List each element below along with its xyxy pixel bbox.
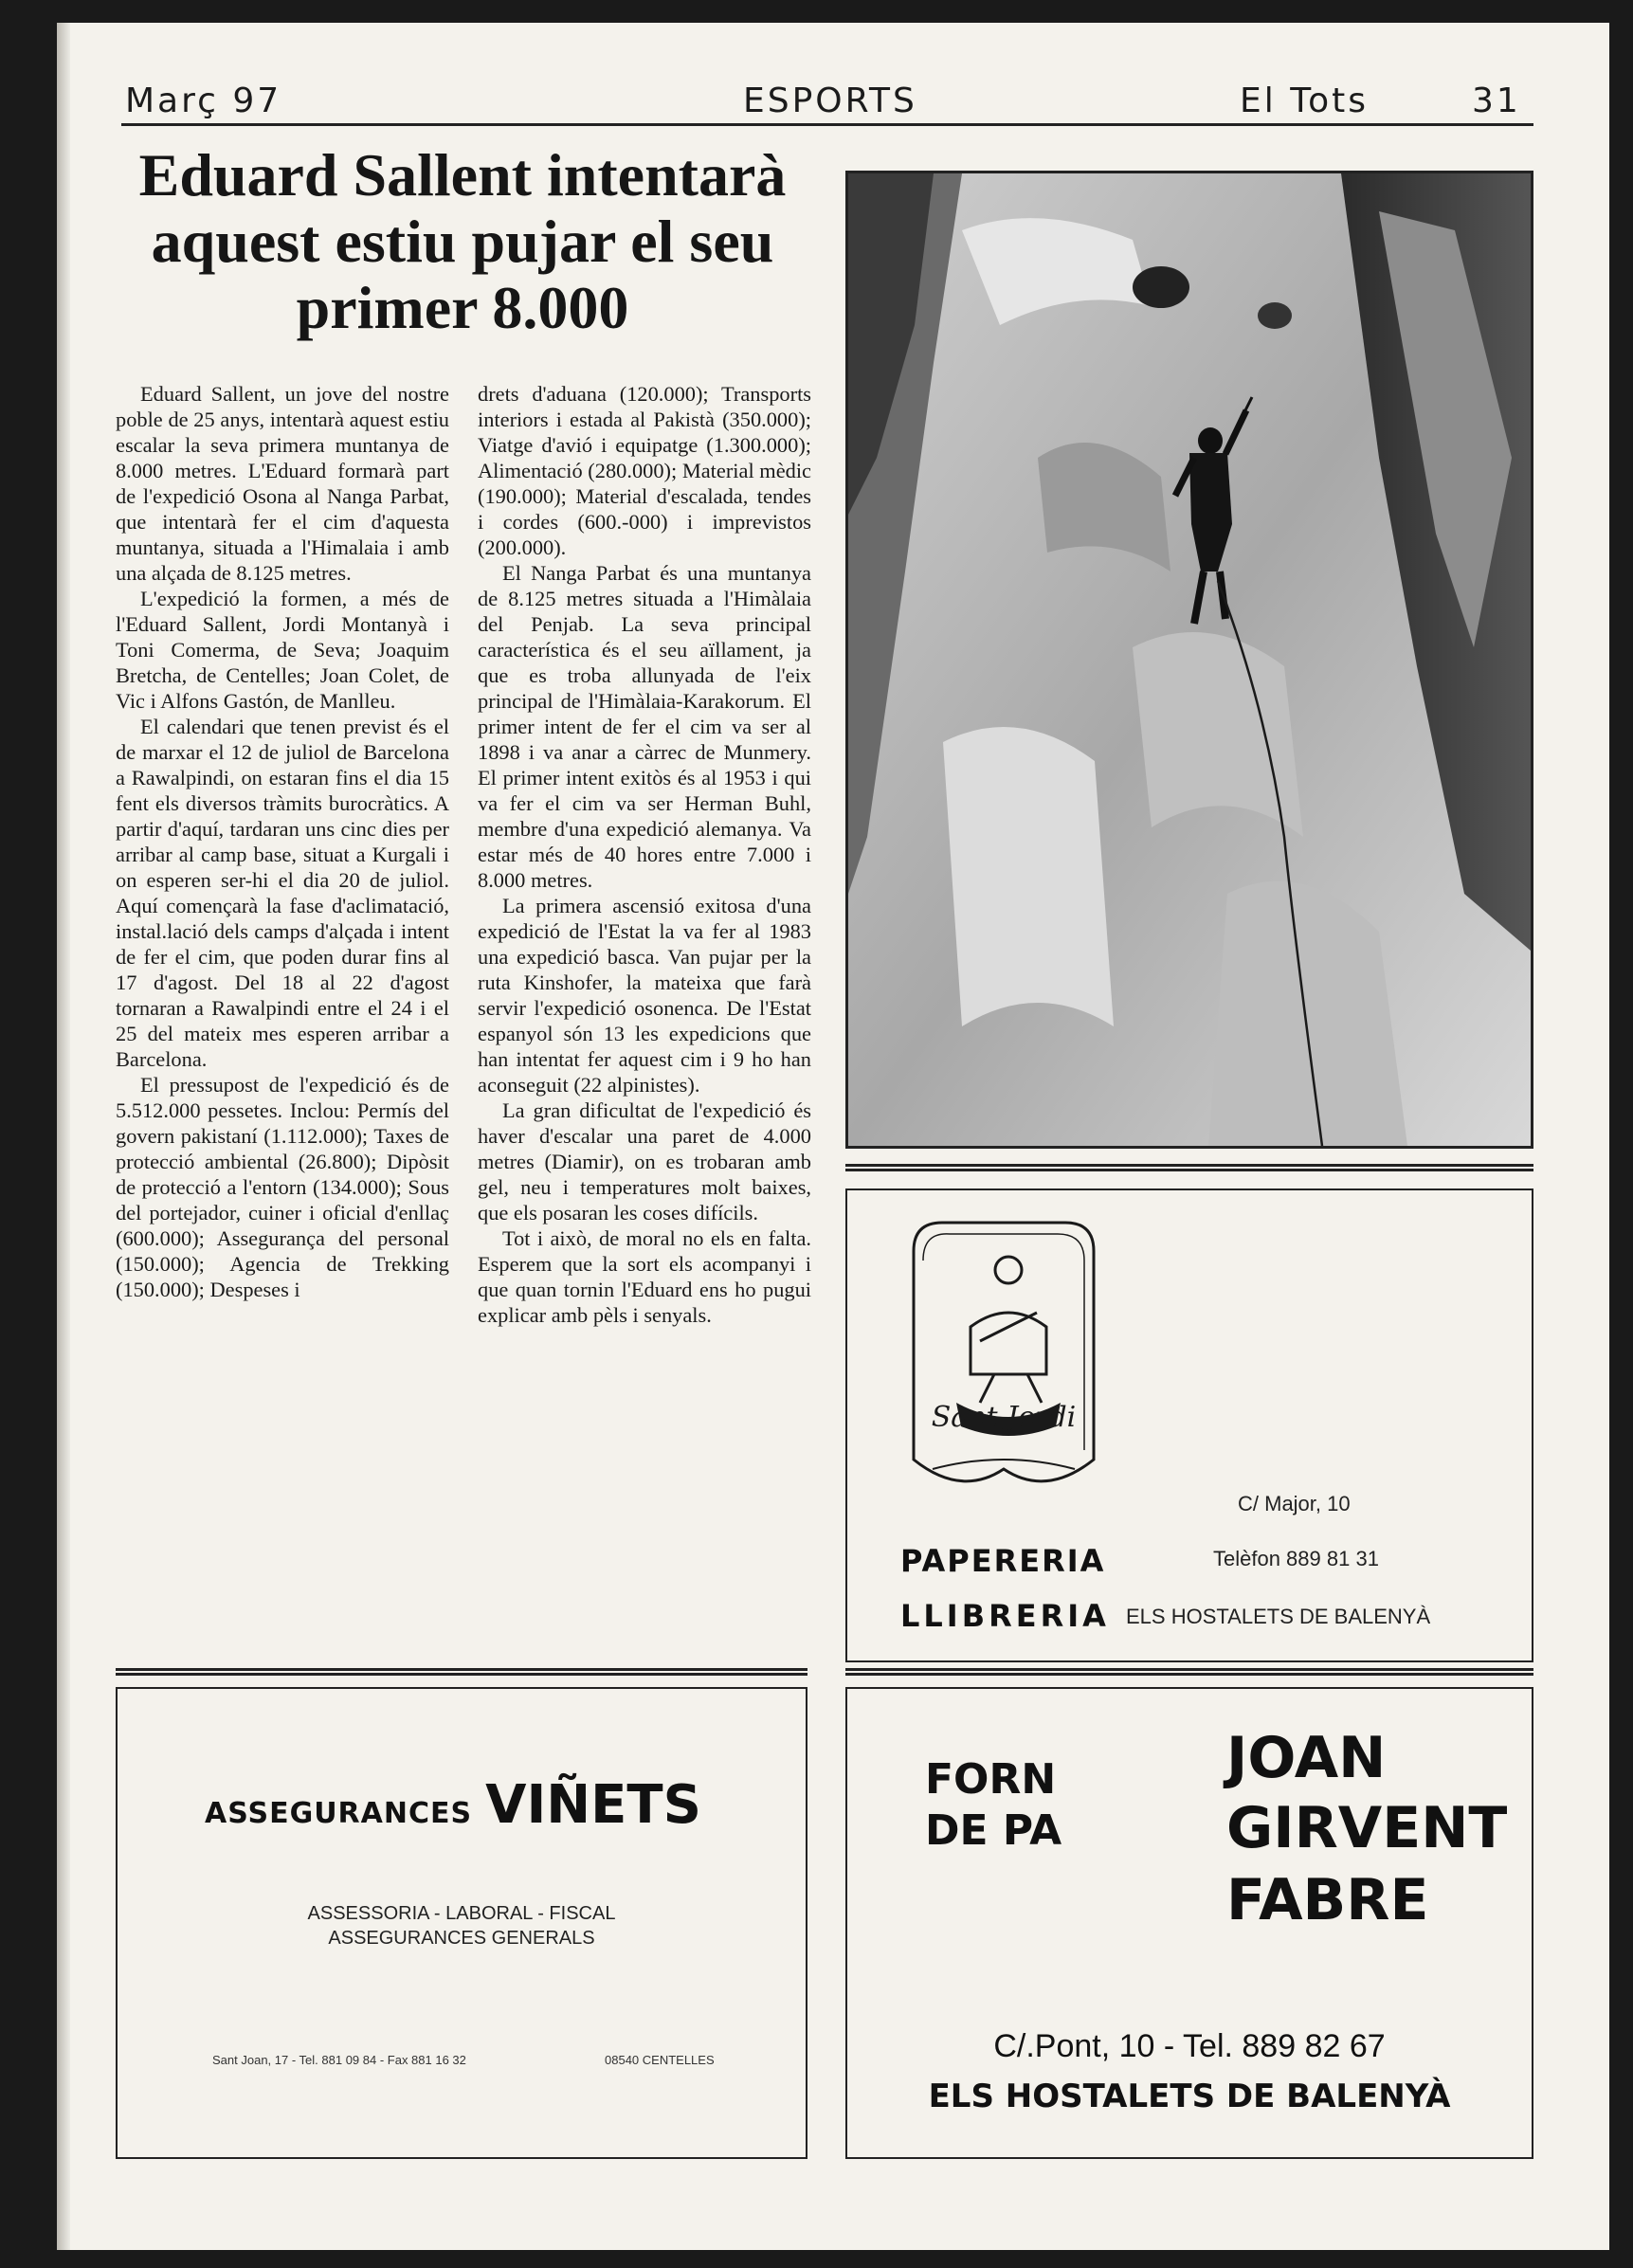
- sant-jordi-logo-text: Sant Jordi: [931, 1401, 1077, 1434]
- shop-type-papereria: PAPERERIA: [900, 1543, 1106, 1579]
- paragraph: L'expedició la formen, a més de l'Eduard Sallent, Jordi Montanyà i Toni Comerma, de Seva; Joaquim Bretcha, de Centelles; Joan Colet, de Vic i Alfons Gastón, de Manlleu.: [116, 587, 449, 713]
- postcode: 08540 CENTELLES: [605, 2053, 715, 2067]
- paragraph: El Nanga Parbat és una muntanya de 8.125 metres situada a l'Himàlaia del Penjab. La seva principal característica és el seu aïllament, ja que es troba allunyada de l'eix principal de l'Himàlaia-Karakorum. El primer intent de fer el cim va ser al 1898 i va anar a càrrec de Munmery. El primer intent exitòs és al 1953 i qui va fer el cim va ser Herman Buhl, membre d'una expedició alemanya. Va estar més de 40 hores entre 7.000 i 8.000 metres.: [478, 561, 811, 892]
- header-page-number: 31: [1472, 82, 1521, 120]
- shop-phone: Telèfon 889 81 31: [1213, 1547, 1379, 1570]
- vinets-insurance-ad: [116, 1687, 807, 2159]
- article-column-2: [478, 381, 811, 1328]
- article-headline: Eduard Sallent intentarà aquest estiu pujar el seu primer 8.000: [138, 141, 787, 341]
- article-column-1: [116, 381, 449, 1302]
- sant-jordi-ad: [845, 1188, 1533, 1662]
- bakery-label-2: DE PA: [925, 1806, 1062, 1855]
- services-line-1: ASSESSORIA - LABORAL - FISCAL: [307, 1903, 616, 1924]
- header-section: ESPORTS: [743, 82, 917, 120]
- ice-climbing-photo: [845, 171, 1533, 1149]
- page-spine-shadow: [57, 23, 70, 2250]
- bakery-town: ELS HOSTALETS DE BALENYÀ: [928, 2077, 1451, 2115]
- bakery-address: C/.Pont, 10 - Tel. 889 82 67: [993, 2028, 1386, 2064]
- divider-rule: [845, 1668, 1533, 1676]
- owner-name-3: FABRE: [1226, 1867, 1429, 1933]
- vinets-brand: [205, 1774, 701, 1836]
- shop-address: C/ Major, 10: [1238, 1492, 1351, 1515]
- contact-details: Sant Joan, 17 - Tel. 881 09 84 - Fax 881 16 32: [212, 2053, 466, 2067]
- brand-prefix: ASSEGURANCES: [205, 1797, 473, 1830]
- bakery-ad: [845, 1687, 1533, 2159]
- paragraph: Eduard Sallent, un jove del nostre poble de 25 anys, intentarà aquest estiu escalar la seva primera muntanya de 8.000 metres. L'Eduard formarà part de l'expedició Osona al Nanga Parbat, que intentarà fer el cim d'aquesta muntanya, situada a l'Himalaia i amb una alçada de 8.125 metres.: [116, 382, 449, 585]
- brand-name: VIÑETS: [485, 1774, 701, 1836]
- header-date: Març 97: [125, 82, 282, 120]
- divider-rule: [116, 1668, 807, 1676]
- bakery-label-1: FORN: [925, 1755, 1057, 1804]
- shop-type-llibreria: LLIBRERIA: [900, 1598, 1110, 1634]
- paragraph: El calendari que tenen previst és el de marxar el 12 de juliol de Barcelona a Rawalpindi, on estaran fins el dia 15 fent els diversos tràmits burocràtics. A partir d'aquí, tardaran uns cinc dies per arribar al camp base, situat a Kurgali i on esperen ser-hi el dia 20 de juliol. Aquí començarà la fase d'aclimatació, instal.lació dels camps d'alçada i intent de fer el cim, que poden durar fins al 17 d'agost. Del 18 al 22 d'agost tornaran a Rawalpindi entre el 24 i el 25 del mateix mes esperen arribar a Barcelona.: [116, 715, 449, 1071]
- paragraph: drets d'aduana (120.000); Transports interiors i estada al Pakistà (350.000); Viatge d'avió i equipatge (1.300.000); Alimentació (280.000); Material mèdic (190.000); Material d'escalada, tendes i cordes (600.-000) i imprevistos (200.000).: [478, 382, 811, 559]
- divider-rule: [845, 1164, 1533, 1171]
- header-publication: El Tots: [1240, 82, 1369, 120]
- paragraph: La primera ascensió exitosa d'una expedició de l'Estat la va fer al 1983 una expedició basca. Van pujar per la ruta Kinshofer, la mateixa que farà servir l'expedició osonenca. De l'Estat espanyol són 13 les expedicions que han intentat fer aquest cim i 9 ho han aconseguit (22 alpinistes).: [478, 894, 811, 1097]
- owner-name-2: GIRVENT: [1226, 1795, 1508, 1861]
- paragraph: Tot i això, de moral no els en falta. Esperem que la sort els acompanyi i que quan tornin l'Eduard ens ho pugui explicar amb pèls i senyals.: [478, 1226, 811, 1327]
- header-rule: [121, 123, 1533, 126]
- shop-town: ELS HOSTALETS DE BALENYÀ: [1126, 1605, 1431, 1628]
- services-line-2: ASSEGURANCES GENERALS: [328, 1928, 595, 1949]
- sant-jordi-logo: [904, 1213, 1103, 1507]
- paragraph: El pressupost de l'expedició és de 5.512.000 pessetes. Inclou: Permís del govern pakistaní (1.112.000); Taxes de protecció ambiental (26.800); Dipòsit de protecció a l'entorn (134.000); Sous del portejador, cuiner i oficial d'enllaç (600.000); Assegurança del personal (150.000); Agencia de Trekking (150.000); Despeses i: [116, 1073, 449, 1301]
- paragraph: La gran dificultat de l'expedició és haver d'escalar una paret de 4.000 metres (Diamir), on es trobaran amb gel, neu i temperatures molt baixes, que els posaran les coses difícils.: [478, 1098, 811, 1225]
- owner-name-1: JOAN: [1226, 1725, 1387, 1791]
- page-header: [64, 74, 1533, 131]
